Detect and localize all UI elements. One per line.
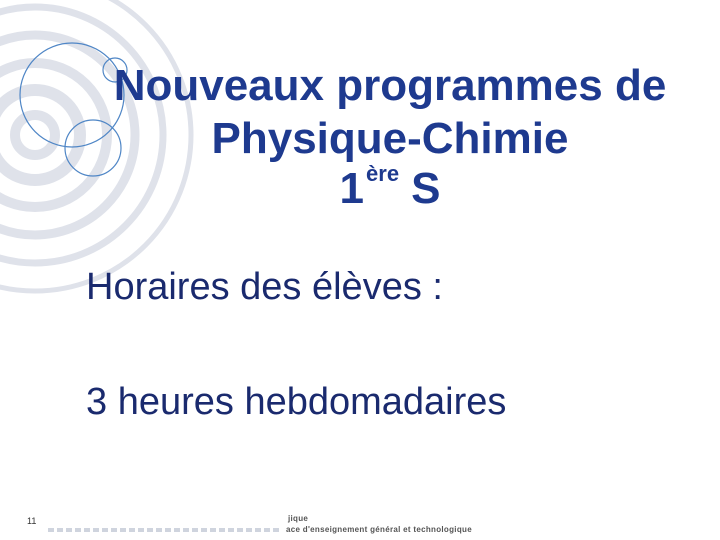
body-text-hours-heading: Horaires des élèves :	[86, 266, 443, 308]
slide-title-line-1: Nouveaux programmes de	[113, 61, 667, 110]
footer-line-1: jique	[288, 514, 309, 523]
footer-faint-text	[48, 528, 280, 532]
page-number: 11	[27, 516, 37, 526]
body-text-weekly-hours: 3 heures hebdomadaires	[86, 381, 507, 423]
slide-title-line-3	[0, 161, 720, 213]
title-level-series: S	[411, 164, 441, 213]
footer-line-2: ace d'enseignement général et technologique	[286, 525, 472, 534]
title-level-superscript: ère	[366, 161, 400, 187]
slide-title-line-2: Physique-Chimie	[211, 114, 569, 163]
title-level-number: 1	[339, 164, 365, 213]
